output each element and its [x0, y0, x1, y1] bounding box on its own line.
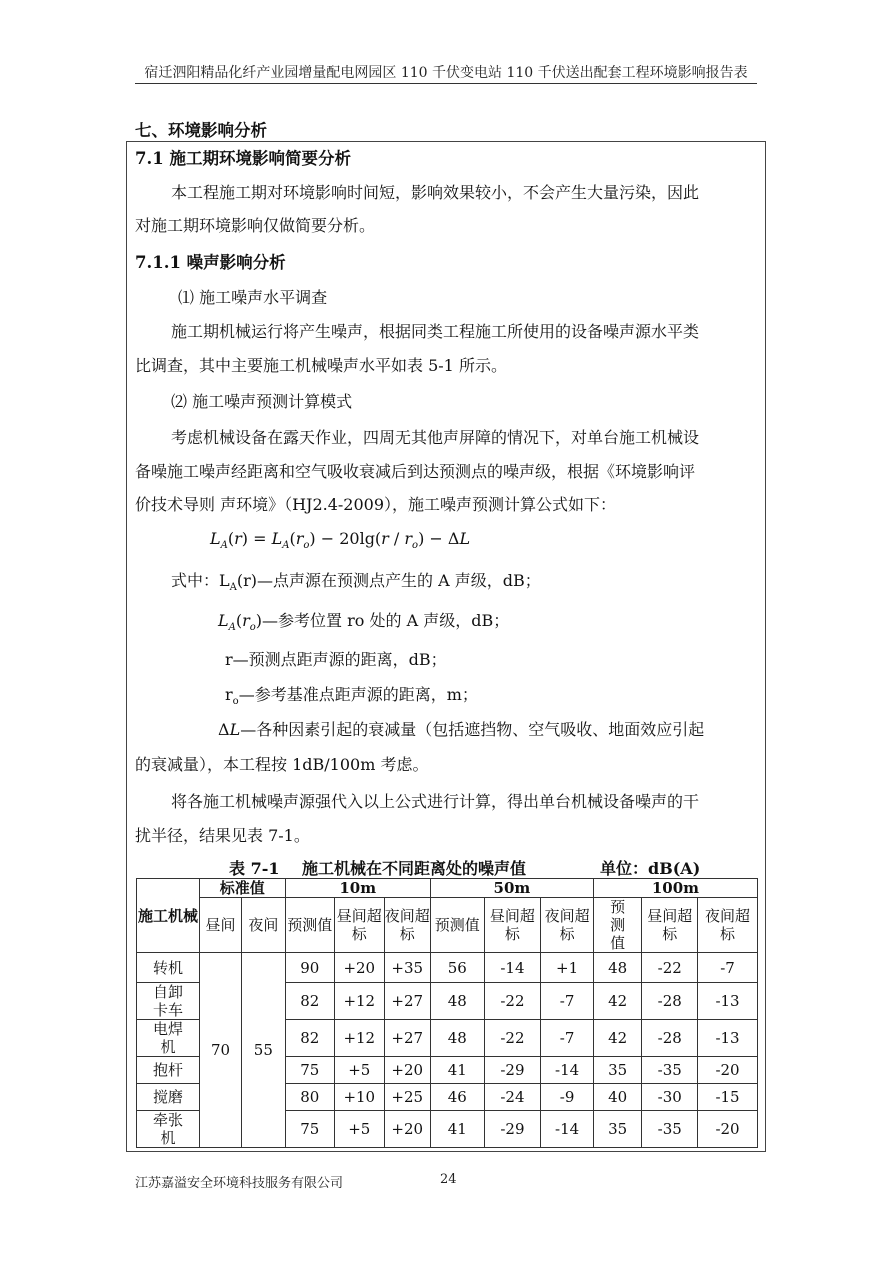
table-cell: 42 [593, 983, 641, 1020]
table-cell: 75 [285, 1057, 335, 1084]
noise-table [136, 878, 758, 1148]
table-cell: 75 [285, 1111, 335, 1148]
std-day-value: 70 [199, 953, 241, 1148]
std-night-value: 55 [242, 953, 285, 1148]
table-cell: 48 [593, 953, 641, 983]
table-cell-machine: 自卸卡车 [137, 983, 200, 1020]
table-cell: 82 [285, 1020, 335, 1057]
table-cell-machine: 转机 [137, 953, 200, 983]
table-cell: -13 [698, 1020, 758, 1057]
table-cell: +5 [335, 1111, 385, 1148]
definition-delta-l-cont: 的衰减量），本工程按 1dB/100m 考虑。 [135, 755, 429, 774]
header-50m-night-exceed: 夜间超标 [541, 898, 594, 953]
table-cell: -22 [642, 953, 698, 983]
header-std-night: 夜间 [242, 898, 285, 953]
table-cell: -14 [541, 1057, 594, 1084]
section-heading: 七、环境影响分析 [135, 121, 267, 140]
table-title: 施工机械在不同距离处的噪声值 [302, 859, 527, 878]
definition-ro: $r_o—$参考基准点距声源的距离，m； [225, 685, 478, 708]
table-cell: 46 [430, 1084, 484, 1111]
table-number: 表 7-1 [229, 859, 280, 878]
header-100m-pred: 预测值 [593, 898, 641, 953]
table-cell: -20 [698, 1057, 758, 1084]
header-50m: 50m [430, 879, 593, 898]
table-cell: -7 [541, 1020, 594, 1057]
paragraph-1-line-2: 对施工期环境影响仅做简要分析。 [135, 216, 376, 235]
table-cell: 35 [593, 1111, 641, 1148]
header-std-day: 昼间 [199, 898, 241, 953]
subsection-heading-7-1-1: 7.1.1 噪声影响分析 [135, 253, 286, 272]
footer-company: 江苏嘉溢安全环境科技服务有限公司 [135, 1176, 344, 1191]
table-cell: 41 [430, 1057, 484, 1084]
table-cell: -22 [484, 1020, 541, 1057]
table-cell: 80 [285, 1084, 335, 1111]
table-cell: -14 [484, 953, 541, 983]
header-rule [135, 83, 757, 84]
definition-la-ro: $L_A(r_o)—$参考位置 ro 处的 A 声级，dB； [218, 611, 510, 634]
header-10m-night-exceed: 夜间超标 [384, 898, 430, 953]
table-cell: -22 [484, 983, 541, 1020]
header-50m-day-exceed: 昼间超标 [484, 898, 541, 953]
table-cell: -9 [541, 1084, 594, 1111]
header-10m: 10m [285, 879, 430, 898]
definition-r: r—预测点距声源的距离，dB； [225, 650, 447, 669]
table-cell: 90 [285, 953, 335, 983]
table-cell: +27 [384, 983, 430, 1020]
header-100m-night-exceed: 夜间超标 [698, 898, 758, 953]
table-cell: -7 [541, 983, 594, 1020]
paragraph-3-line-2: 备噪施工噪声经距离和空气吸收衰减后到达预测点的噪声级，根据《环境影响评 [135, 462, 696, 481]
subsection-heading-7-1: 7.1 施工期环境影响简要分析 [135, 149, 351, 168]
table-unit: 单位：dB(A) [600, 859, 701, 878]
header-100m-day-exceed: 昼间超标 [642, 898, 698, 953]
list-item-2: ⑵ 施工噪声预测计算模式 [171, 392, 353, 411]
table-cell: +35 [384, 953, 430, 983]
table-cell: +1 [541, 953, 594, 983]
noise-formula: $L_A(r) = L_A(r_o) - 20\lg(r / r_o) - \Delta L$ [210, 529, 471, 552]
table-cell-machine: 抱杆 [137, 1057, 200, 1084]
table-cell: 42 [593, 1020, 641, 1057]
running-header: 宿迁泗阳精品化纤产业园增量配电网园区 110 千伏变电站 110 千伏送出配套工程环境影响报告表 [144, 65, 748, 81]
table-cell: +12 [335, 983, 385, 1020]
table-cell-machine: 牵张机 [137, 1111, 200, 1148]
definition-delta-l: ΔL—各种因素引起的衰减量（包括遮挡物、空气吸收、地面效应引起 [218, 720, 705, 739]
table-cell-machine: 电焊机 [137, 1020, 200, 1057]
header-machine: 施工机械 [137, 879, 200, 953]
table-cell: +25 [384, 1084, 430, 1111]
table-cell: 48 [430, 983, 484, 1020]
table-cell: -24 [484, 1084, 541, 1111]
header-10m-day-exceed: 昼间超标 [335, 898, 385, 953]
table-cell: +5 [335, 1057, 385, 1084]
paragraph-4-line-2: 扰半径，结果见表 7-1。 [135, 826, 310, 845]
table-cell: -28 [642, 1020, 698, 1057]
table-cell: -20 [698, 1111, 758, 1148]
table-cell: 40 [593, 1084, 641, 1111]
table-cell: +20 [335, 953, 385, 983]
table-cell: +12 [335, 1020, 385, 1057]
paragraph-3-line-1: 考虑机械设备在露天作业，四周无其他声屏障的情况下，对单台施工机械设 [171, 428, 700, 447]
table-cell: -15 [698, 1084, 758, 1111]
page-number: 24 [440, 1172, 457, 1187]
list-item-1: ⑴ 施工噪声水平调查 [178, 288, 328, 307]
table-cell: -35 [642, 1111, 698, 1148]
table-cell: -29 [484, 1057, 541, 1084]
table-cell: 56 [430, 953, 484, 983]
paragraph-4-line-1: 将各施工机械噪声源强代入以上公式进行计算，得出单台机械设备噪声的干 [171, 792, 700, 811]
table-cell: -14 [541, 1111, 594, 1148]
table-cell: -30 [642, 1084, 698, 1111]
paragraph-2-line-2: 比调查，其中主要施工机械噪声水平如表 5-1 所示。 [135, 356, 507, 375]
table-cell: 41 [430, 1111, 484, 1148]
header-50m-pred: 预测值 [430, 898, 484, 953]
table-cell-machine: 搅磨 [137, 1084, 200, 1111]
table-cell: +20 [384, 1111, 430, 1148]
table-cell: +20 [384, 1057, 430, 1084]
header-10m-pred: 预测值 [285, 898, 335, 953]
table-cell: -28 [642, 983, 698, 1020]
header-100m: 100m [593, 879, 757, 898]
table-cell: -29 [484, 1111, 541, 1148]
table-cell: 35 [593, 1057, 641, 1084]
header-standard: 标准值 [199, 879, 285, 898]
table-cell: +10 [335, 1084, 385, 1111]
paragraph-1-line-1: 本工程施工期对环境影响时间短，影响效果较小，不会产生大量污染，因此 [171, 183, 700, 202]
table-cell: -7 [698, 953, 758, 983]
table-cell: 82 [285, 983, 335, 1020]
table-cell: -13 [698, 983, 758, 1020]
table-cell: -35 [642, 1057, 698, 1084]
table-cell: 48 [430, 1020, 484, 1057]
definition-la-r: 式中：$L_A(r)—$点声源在预测点产生的 A 声级，dB； [171, 571, 541, 594]
paragraph-2-line-1: 施工期机械运行将产生噪声，根据同类工程施工所使用的设备噪声源水平类 [171, 322, 700, 341]
paragraph-3-line-3: 价技术导则 声环境》（HJ2.4-2009），施工噪声预测计算公式如下： [135, 495, 617, 514]
table-cell: +27 [384, 1020, 430, 1057]
